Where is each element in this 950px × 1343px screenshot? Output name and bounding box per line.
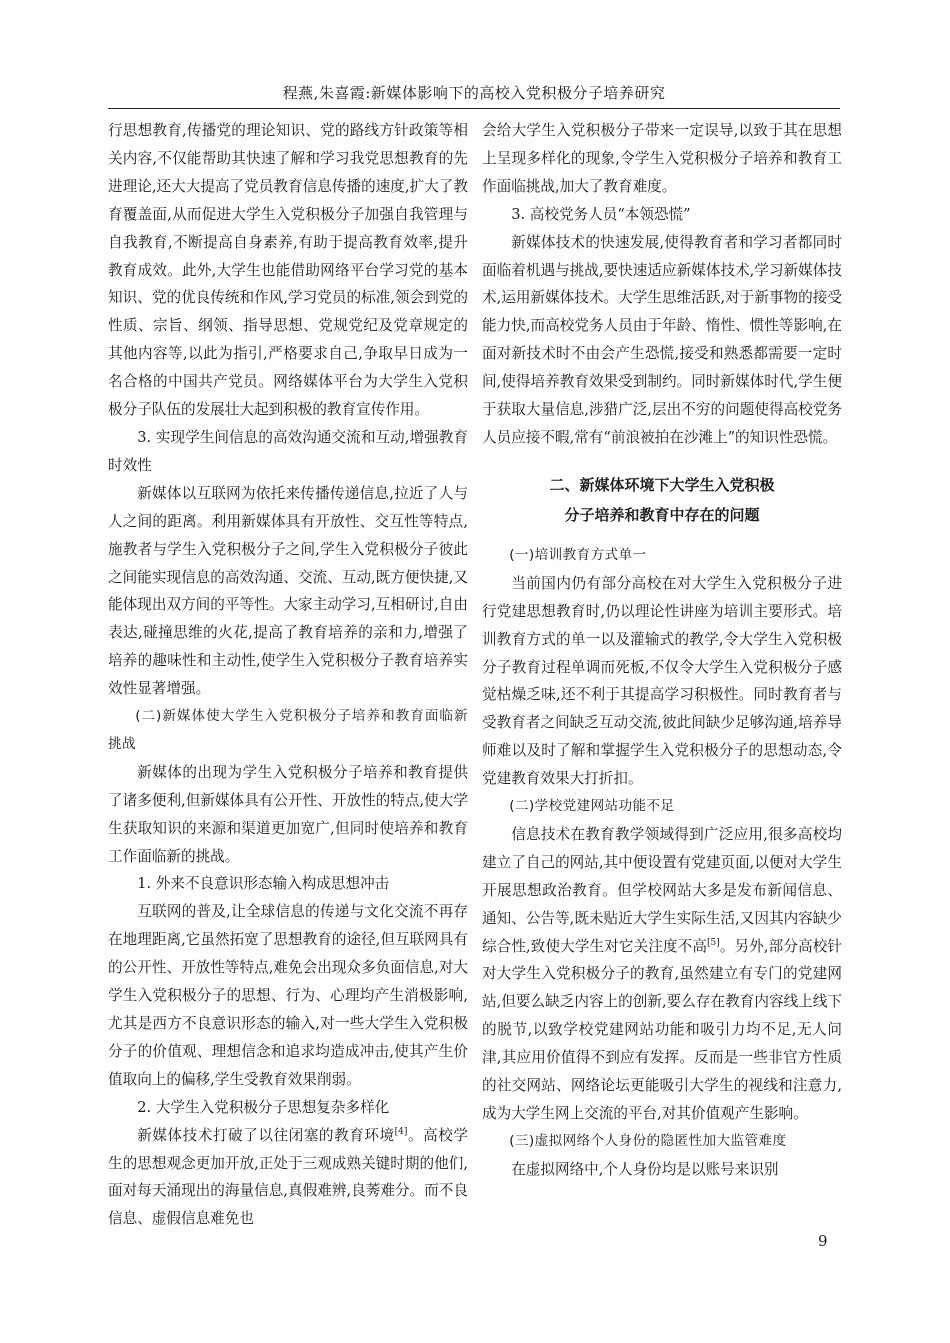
citation-ref: [4] <box>394 1126 408 1137</box>
section-heading-line: 二、新媒体环境下大学生入党积极 <box>549 475 775 494</box>
paragraph: 行思想教育,传播党的理论知识、党的路线方针政策等相关内容,不仅能帮助其快速了解和学习我党思想教育的先进理论,还大大提高了党员教育信息传播的速度,扩大了教育覆盖面,从而促进大学生入党积极分子加强自我管理与自我教育,不断提高自身素养,有助于提高教育效率,提升教育成效。此外,大学生也能借助网络平台学习党的基本知识、党的优良传统和作风,学习党员的标准,领会到党的性质、宗旨、纲领、指导思想、党规党纪及党章规定的其他内容等,以此为指引,严格要求自己,争取早日成为一名合格的中国共产党员。网络媒体平台为大学生入党积极分子队伍的发展壮大起到积极的教育宣传作用。 <box>108 122 468 419</box>
paragraph <box>482 821 842 1128</box>
running-header <box>108 80 840 109</box>
subheading-1: 1. 外来不良意识形态输入构成思想冲击 <box>137 875 390 893</box>
paragraph-text: 。另外,部分高校针对大学生入党积极分子的教育,虽然建立有专门的党建网站,但要么缺乏内容上的创新,要么存在教育内容线上线下的脱节,以致学校党建网站功能和吸引力均不足,无人问津,其应用价值得不到应有发挥。反而是一些非官方性质的社交网站、网络论坛更能吸引大学生的视线和注意力,成为大学生网上交流的平台,对其价值观产生影响。 <box>482 937 843 1122</box>
subheading-section-3: (三)虚拟网络个人身份的隐匿性加大监管难度 <box>509 1132 787 1149</box>
section-heading-line: 分子培养和教育中存在的问题 <box>564 505 760 524</box>
paragraph-text: 新媒体技术打破了以往闭塞的教育环境 <box>137 1126 395 1144</box>
left-column <box>108 117 468 1233</box>
paragraph-text: 。高校学生的思想观念更加开放,正处于三观成熟关键时期的他们,面对每天涌现出的海量信息,真假难辨,良莠难分。而不良信息、虚假信息难免也 <box>108 1126 468 1228</box>
citation-ref: [5] <box>707 937 720 948</box>
paragraph-text: 信息技术在教育教学领域得到广泛应用,很多高校均建立了自己的网站,其中便设置有党建页面,以便对大学生开展思想政治教育。但学校网站大多是发布新闻信息、通知、公告等,既未贴近大学生实际生活,又因其内容缺少综合性,致使大学生对它关注度不高 <box>482 825 842 955</box>
paragraph: 新媒体的出现为学生入党积极分子培养和教育提供了诸多便利,但新媒体具有公开性、开放性的特点,使大学生获取知识的来源和渠道更加宽广,但同时使培养和教育工作面临新的挑战。 <box>108 763 468 865</box>
subheading-section-2: (二)学校党建网站功能不足 <box>509 798 675 815</box>
subheading-section-1: (一)培训教育方式单一 <box>509 546 647 563</box>
header-title: 程燕,朱喜霞:新媒体影响下的高校入党积极分子培养研究 <box>282 84 666 102</box>
section-heading <box>482 470 842 530</box>
right-column <box>482 117 842 1184</box>
paragraph: 会给大学生入党积极分子带来一定误导,以致于其在思想上呈现多样化的现象,令学生入党积极分子培养和教育工作面临挑战,加大了教育难度。 <box>482 122 842 195</box>
paragraph: 新媒体以互联网为依托来传播传递信息,拉近了人与人之间的距离。利用新媒体具有开放性、交互性等特点,施教者与学生入党积极分子之间,学生入党积极分子彼此之间能实现信息的高效沟通、交流、互动,既方便快捷,又能体现出双方间的平等性。大家主动学习,互相研讨,自由表达,碰撞思维的火花,提高了教育培养的亲和力,增强了培养的趣味性和主动性,使学生入党积极分子教育培养实效性显著增强。 <box>108 484 468 698</box>
paragraph: 互联网的普及,让全球信息的传递与文化交流不再存在地理距离,它虽然拓宽了思想教育的途径,但互联网具有的公开性、开放性等特点,难免会出现众多负面信息,对大学生入党积极分子的思想、行为、心理均产生消极影响,尤其是西方不良意识形态的输入,对一些大学生入党积极分子的价值观、理想信念和追求均造成冲击,使其产生价值取向上的偏移,学生受教育效果削弱。 <box>108 903 468 1088</box>
page-number: 9 <box>818 1232 828 1250</box>
subheading-2: 2. 大学生入党积极分子思想复杂多样化 <box>137 1098 390 1116</box>
subheading-section-2: (二)新媒体使大学生入党积极分子培养和教育面临新挑战 <box>108 708 468 752</box>
subheading-3: 3. 高校党务人员“本领恐慌” <box>511 205 691 223</box>
subheading-3: 3. 实现学生间信息的高效沟通交流和互动,增强教育时效性 <box>108 428 468 474</box>
paragraph: 当前国内仍有部分高校在对大学生入党积极分子进行党建思想教育时,仍以理论性讲座为培训主要形式。培训教育方式的单一以及灌输式的教学,令大学生入党积极分子教育过程单调而死板,不仅令大学生入党积极分子感觉枯燥乏味,还不利于其提高学习积极性。同时教育者与受教育者之间缺乏互动交流,彼此间缺少足够沟通,培养导师难以及时了解和掌握学生入党积极分子的思想动态,令党建教育效果大打折扣。 <box>482 574 842 788</box>
paragraph: 在虚拟网络中,个人身份均是以账号来识别 <box>511 1160 779 1178</box>
paragraph <box>108 1122 468 1234</box>
paragraph: 新媒体技术的快速发展,使得教育者和学习者都同时面临着机遇与挑战,要快速适应新媒体技术,学习新媒体技术,运用新媒体技术。大学生思维活跃,对于新事物的接受能力快,而高校党务人员由于年龄、惰性、惯性等影响,在面对新技术时不由会产生恐慌,接受和熟悉都需要一定时间,使得培养教育效果受到制约。同时新媒体时代,学生便于获取大量信息,涉猎广泛,层出不穷的问题使得高校党务人员应接不暇,常有“前浪被拍在沙滩上”的知识性恐慌。 <box>482 233 842 446</box>
